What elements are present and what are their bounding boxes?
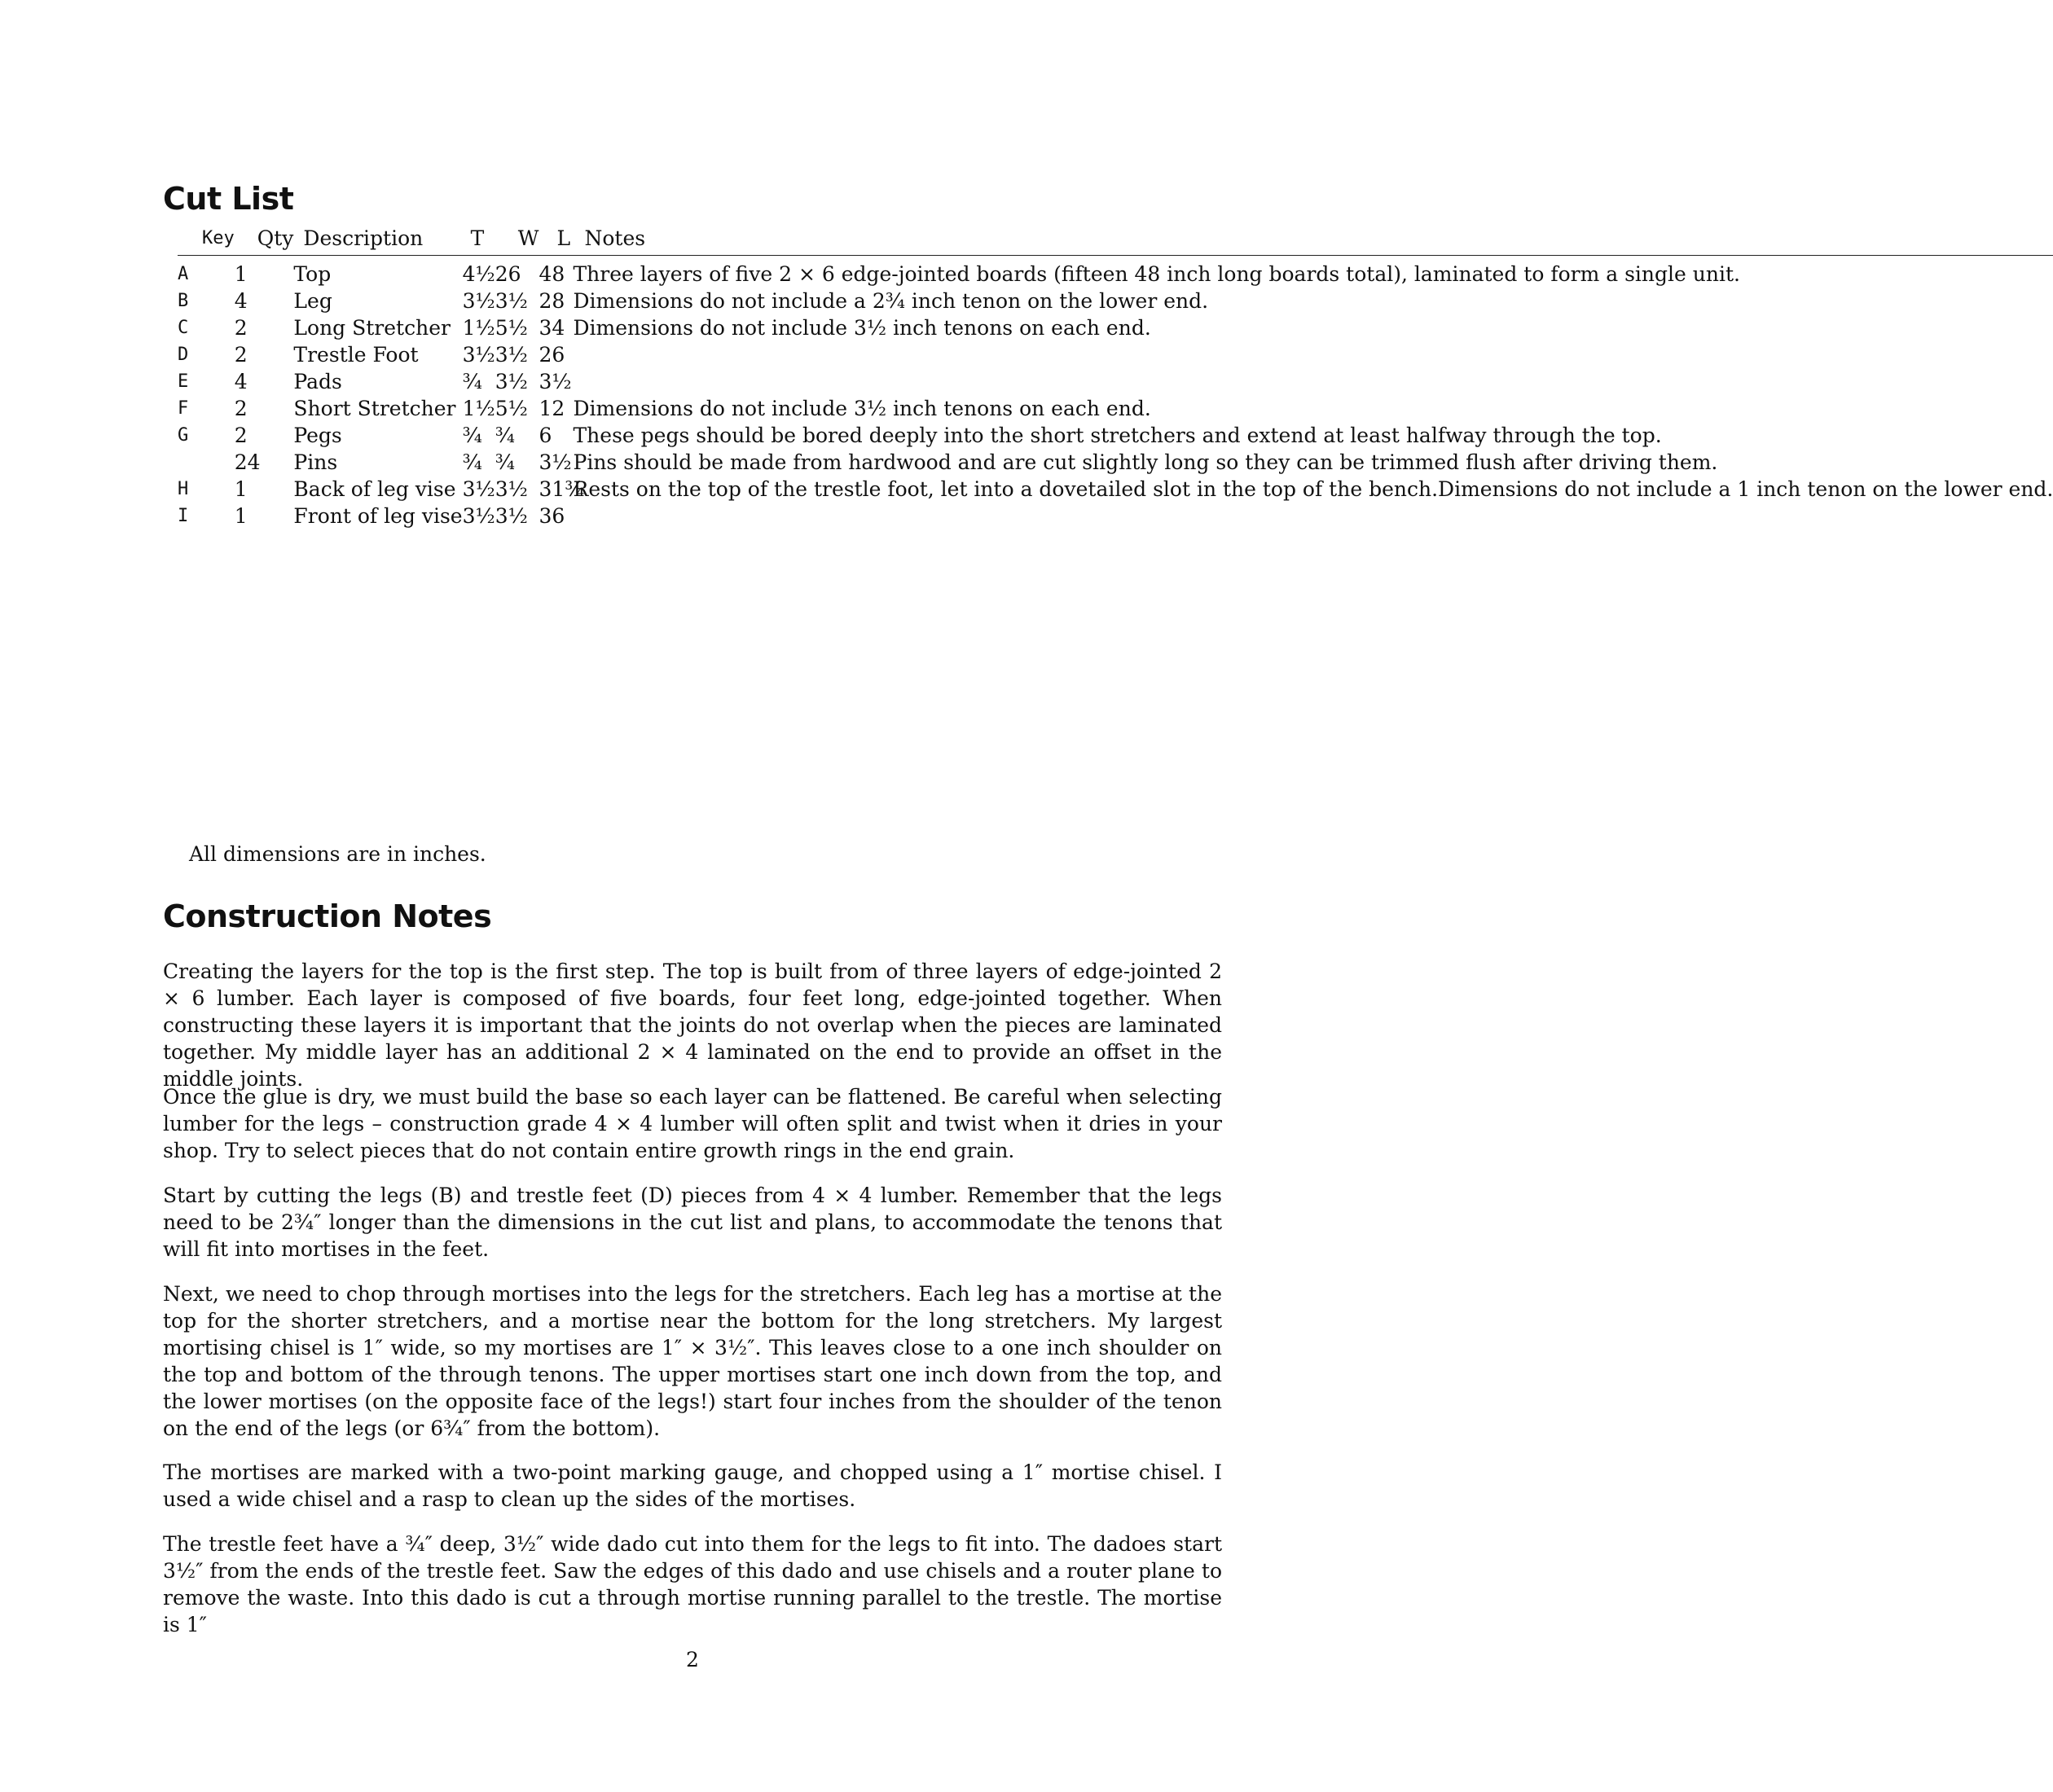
table-header-row (178, 225, 2053, 256)
cell-w: 5½ (495, 316, 528, 340)
table-row (178, 422, 2053, 449)
cell-qty: 24 (234, 450, 261, 474)
table-row (178, 476, 2053, 503)
cell-qty: 1 (234, 262, 248, 286)
cell-w: ¾ (495, 424, 515, 447)
cell-qty: 2 (234, 316, 248, 340)
cell-t: 3½ (462, 343, 495, 367)
cell-t: ¾ (462, 370, 482, 393)
column-header-qty: Qty (235, 225, 294, 256)
table-row (178, 503, 2053, 529)
table-row (178, 341, 2053, 368)
column-header-notes: Notes (585, 225, 2053, 256)
cell-key: F (178, 398, 189, 419)
cell-t: 3½ (462, 289, 495, 313)
cell-description: Front of leg vise (293, 504, 463, 528)
column-header-description: Description (293, 225, 462, 256)
cell-l: 36 (539, 504, 565, 528)
cell-description: Leg (293, 289, 332, 313)
cell-key: D (178, 345, 189, 365)
cell-l: 12 (539, 397, 565, 420)
paragraph: Start by cutting the legs (B) and trestle feet (D) pieces from 4 × 4 lumber. Remember that the legs need to be 2¾″ longer than the dimensions in the cut list and plans, to accommodate the tenons that will fit into mortises in the feet. (163, 1184, 1222, 1261)
table-row (178, 314, 2053, 341)
cell-notes (585, 368, 2053, 395)
cell-qty: 2 (234, 343, 248, 367)
cell-w: 5½ (495, 397, 528, 420)
cell-t: 1½ (462, 316, 495, 340)
cell-key: B (178, 291, 189, 311)
table-row (178, 288, 2053, 314)
cell-l: 6 (539, 424, 552, 447)
cell-t: 3½ (462, 504, 495, 528)
cell-key: H (178, 479, 189, 499)
cell-key: C (178, 318, 189, 338)
cell-notes: Pins should be made from hardwood and are cut slightly long so they can be trimmed flush after driving them. (573, 450, 1718, 474)
paragraph: The mortises are marked with a two-point marking gauge, and chopped using a 1″ mortise chisel. I used a wide chisel and a rasp to clean up the sides of the mortises. (163, 1460, 1222, 1511)
cell-w: 3½ (495, 477, 528, 501)
cell-w: 3½ (495, 343, 528, 367)
column-header-l: L (539, 225, 584, 256)
table-row (178, 449, 2053, 476)
cell-notes: Dimensions do not include 3½ inch tenons on each end. (573, 316, 1151, 340)
cell-description: Pads (293, 370, 342, 393)
cell-notes: These pegs should be bored deeply into the short stretchers and extend at least halfway through the top. (573, 424, 1662, 447)
cell-l: 31¾ (539, 477, 585, 501)
cell-t: 3½ (462, 477, 495, 501)
cell-l: 26 (539, 343, 565, 367)
cell-description: Top (293, 262, 332, 286)
cell-key (178, 449, 235, 476)
cell-t: 1½ (462, 397, 495, 420)
cell-t: ¾ (462, 424, 482, 447)
table-row (178, 395, 2053, 422)
cell-qty: 1 (234, 477, 248, 501)
cell-description: Pegs (293, 424, 342, 447)
cell-qty: 1 (234, 504, 248, 528)
cell-notes (585, 503, 2053, 529)
paragraph: The trestle feet have a ¾″ deep, 3½″ wide dado cut into them for the legs to fit into. The dadoes start 3½″ from the ends of the trestle feet. Saw the edges of this dado and use chisels and a router plane to remove the waste. Into this dado is cut a through mortise running parallel to the trestle. The mortise is 1″ (163, 1532, 1222, 1636)
cell-w: 3½ (495, 289, 528, 313)
cell-key: I (178, 506, 189, 526)
cell-qty: 4 (234, 289, 248, 313)
cut-list-table (178, 225, 2053, 529)
cell-description: Pins (293, 450, 338, 474)
cell-description: Long Stretcher (293, 316, 451, 340)
cell-w: ¾ (495, 450, 515, 474)
cell-t: 4½ (462, 262, 495, 286)
cell-notes: Dimensions do not include 3½ inch tenons on each end. (573, 397, 1151, 420)
cell-t: ¾ (462, 450, 482, 474)
cell-l: 34 (539, 316, 565, 340)
cell-description: Trestle Foot (293, 343, 419, 367)
cell-w: 26 (495, 262, 521, 286)
column-header-t: T (463, 225, 495, 256)
cell-key: G (178, 425, 189, 446)
cell-l: 28 (539, 289, 565, 313)
cut-list-footnote: All dimensions are in inches. (189, 842, 486, 866)
cell-notes: Rests on the top of the trestle foot, let into a dovetailed slot in the top of the bench.Dimensions do not include a 1 inch tenon on the lower end. (573, 477, 2053, 501)
cell-l: 48 (539, 262, 565, 286)
cell-qty: 4 (234, 370, 248, 393)
cell-key: A (178, 264, 189, 284)
cell-l: 3½ (539, 450, 572, 474)
cell-key: E (178, 371, 189, 392)
paragraph: Creating the layers for the top is the first step. The top is built from of three layers of edge-jointed 2 × 6 lumber. Each layer is composed of five boards, four feet long, edge-jointed together. When constructing these layers it is important that the joints do not overlap when the pieces are laminated together. My middle layer has an additional 2 × 4 laminated on the end to provide an offset in the middle joints. (163, 960, 1222, 1091)
paragraph: Once the glue is dry, we must build the base so each layer can be flattened. Be careful when selecting lumber for the legs – construction grade 4 × 4 lumber will often split and twist when it dries in your shop. Try to select pieces that do not contain entire growth rings in the end grain. (163, 1085, 1222, 1162)
paragraph: Next, we need to chop through mortises into the legs for the stretchers. Each leg has a mortise at the top for the shorter stretchers, and a mortise near the bottom for the long stretchers. My largest mortising chisel is 1″ wide, so my mortises are 1″ × 3½″. This leaves close to a one inch shoulder on the top and bottom of the through tenons. The upper mortises start one inch down from the top, and the lower mortises (on the opposite face of the legs!) start four inches from the shoulder of the tenon on the end of the legs (or 6¾″ from the bottom). (163, 1282, 1222, 1440)
cell-notes: Dimensions do not include a 2¾ inch tenon on the lower end. (573, 289, 1209, 313)
construction-notes-heading: Construction Notes (163, 898, 492, 934)
cell-notes: Three layers of five 2 × 6 edge-jointed boards (fifteen 48 inch long boards total), laminated to form a single unit. (573, 262, 1740, 286)
cell-w: 3½ (495, 504, 528, 528)
cell-w: 3½ (495, 370, 528, 393)
cell-l: 3½ (539, 370, 572, 393)
cell-qty: 2 (234, 424, 248, 447)
column-header-key: Key (178, 225, 235, 256)
page-number: 2 (686, 1648, 699, 1671)
cell-description: Short Stretcher (293, 397, 456, 420)
cell-qty: 2 (234, 397, 248, 420)
cut-list-heading: Cut List (163, 181, 294, 217)
cell-description: Back of leg vise (293, 477, 456, 501)
table-row (178, 368, 2053, 395)
column-header-w: W (495, 225, 539, 256)
cell-notes (585, 341, 2053, 368)
table-row (178, 256, 2053, 288)
